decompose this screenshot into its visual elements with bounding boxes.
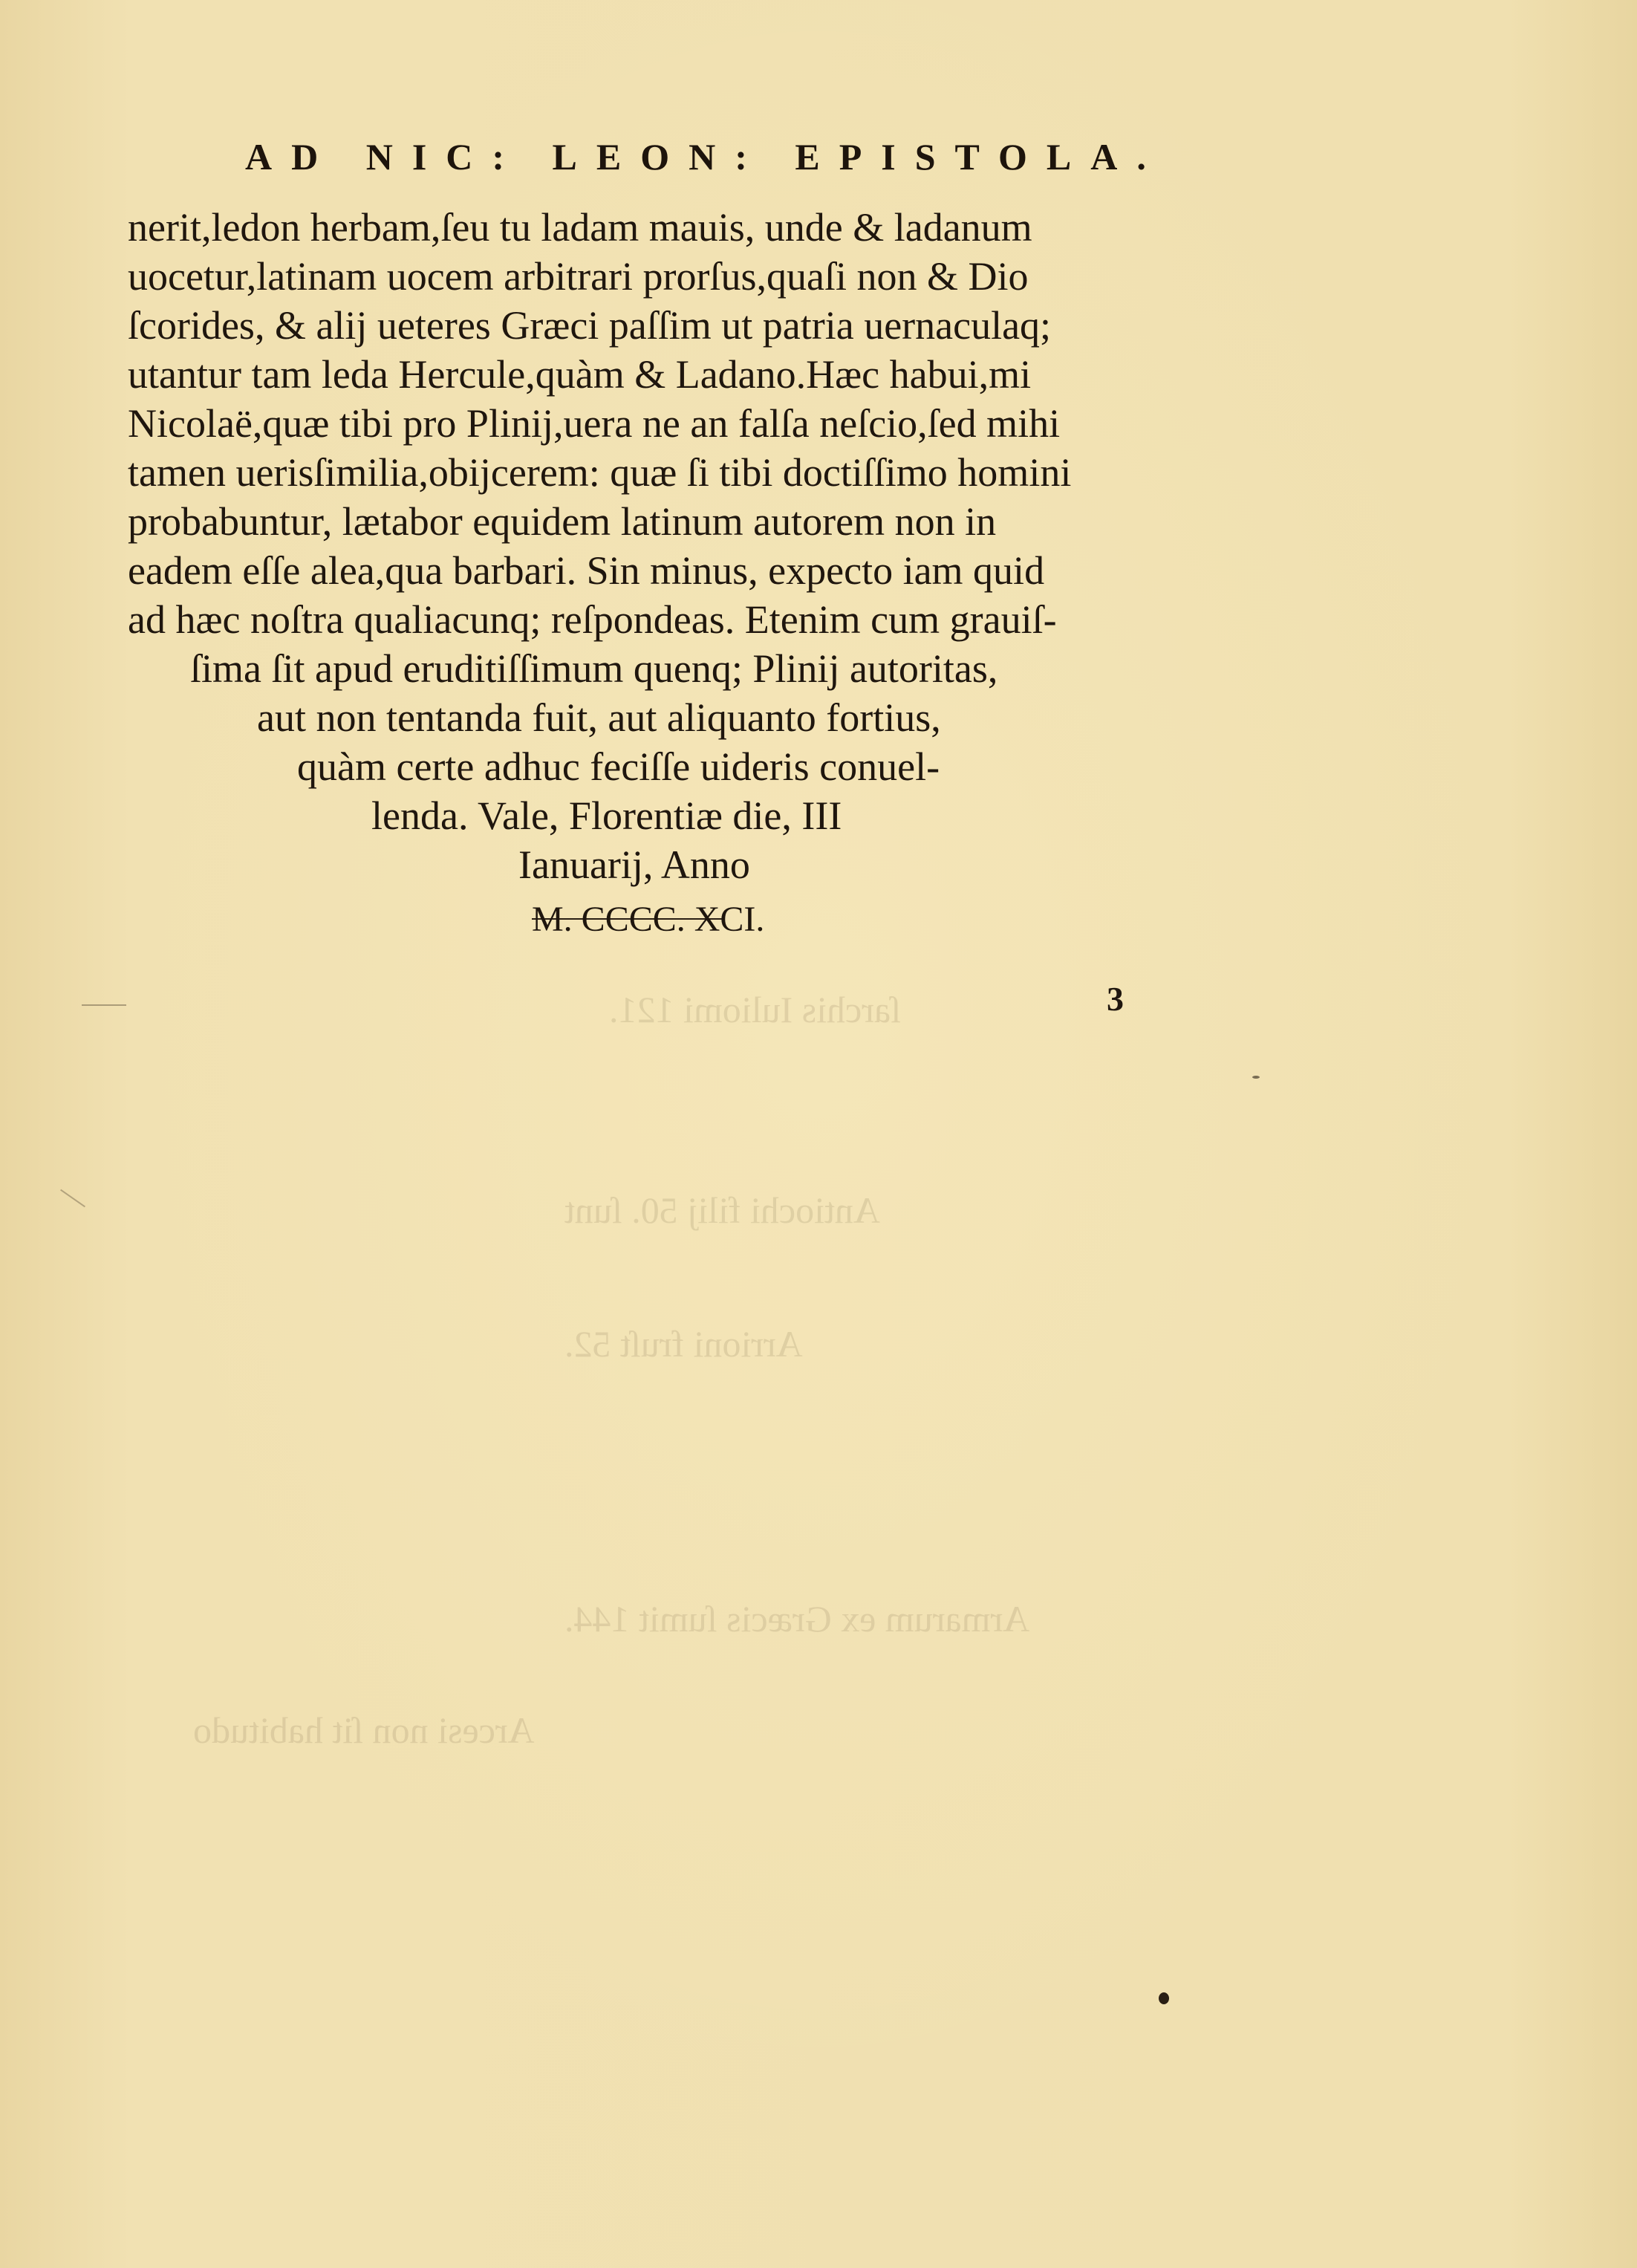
text-line: Nicolaë,quæ tibi pro Plinij,uera ne an falſa neſcio,ſed mihi: [128, 401, 1061, 446]
text-line: quàm certe adhuc feciſſe uideris conuel-: [297, 744, 940, 789]
text-line: uocetur,latinam uocem arbitrari prorſus,quaſi non & Dio: [128, 254, 1029, 299]
show-through-text: ſarchis Iuliomi 121.: [609, 989, 901, 1030]
text-line: lenda. Vale, Florentiæ die, III: [371, 793, 842, 838]
running-head: AD NIC: LEON: EPISTOLA.: [245, 136, 1165, 178]
text-line: ad hæc noſtra qualiacunq; reſpondeas. Etenim cum grauiſ-: [128, 597, 1057, 642]
text-line: ſcorides, & alij ueteres Græci paſſim ut patria uernaculaq;: [128, 303, 1052, 348]
ink-speck: [1159, 1992, 1169, 2004]
text-line: nerit,ledon herbam,ſeu tu ladam mauis, unde & ladanum: [128, 205, 1032, 250]
text-line: aut non tentanda fuit, aut aliquanto fortius,: [257, 695, 941, 740]
text-line: probabuntur, lætabor equidem latinum autorem non in: [128, 499, 997, 544]
text-line: eadem eſſe alea,qua barbari. Sin minus, expecto iam quid: [128, 548, 1045, 593]
text-line: tamen uerisſimilia,obijcerem: quæ ſi tibi doctiſſimo homini: [128, 450, 1072, 495]
ink-speck: [82, 1004, 126, 1006]
signature-mark: 3: [1107, 980, 1124, 1018]
text-line: ſima ſit apud eruditiſſimum quenq; Plinij autoritas,: [190, 646, 998, 691]
ink-speck: [1252, 1076, 1260, 1079]
text-line: M. CCCC. XCI.: [532, 900, 765, 939]
show-through-text: Antiochi filij 50. ſunt: [564, 1189, 880, 1231]
show-through-text: Arcesi non ſit habitudo: [193, 1709, 535, 1751]
text-line: Ianuarij, Anno: [518, 842, 750, 887]
text-line: utantur tam leda Hercule,quàm & Ladano.Hæc habui,mi: [128, 352, 1032, 397]
show-through-text: Arrioni fruſt 52.: [564, 1323, 803, 1365]
show-through-text: Armarum ex Græcis ſumit 144.: [564, 1598, 1030, 1640]
